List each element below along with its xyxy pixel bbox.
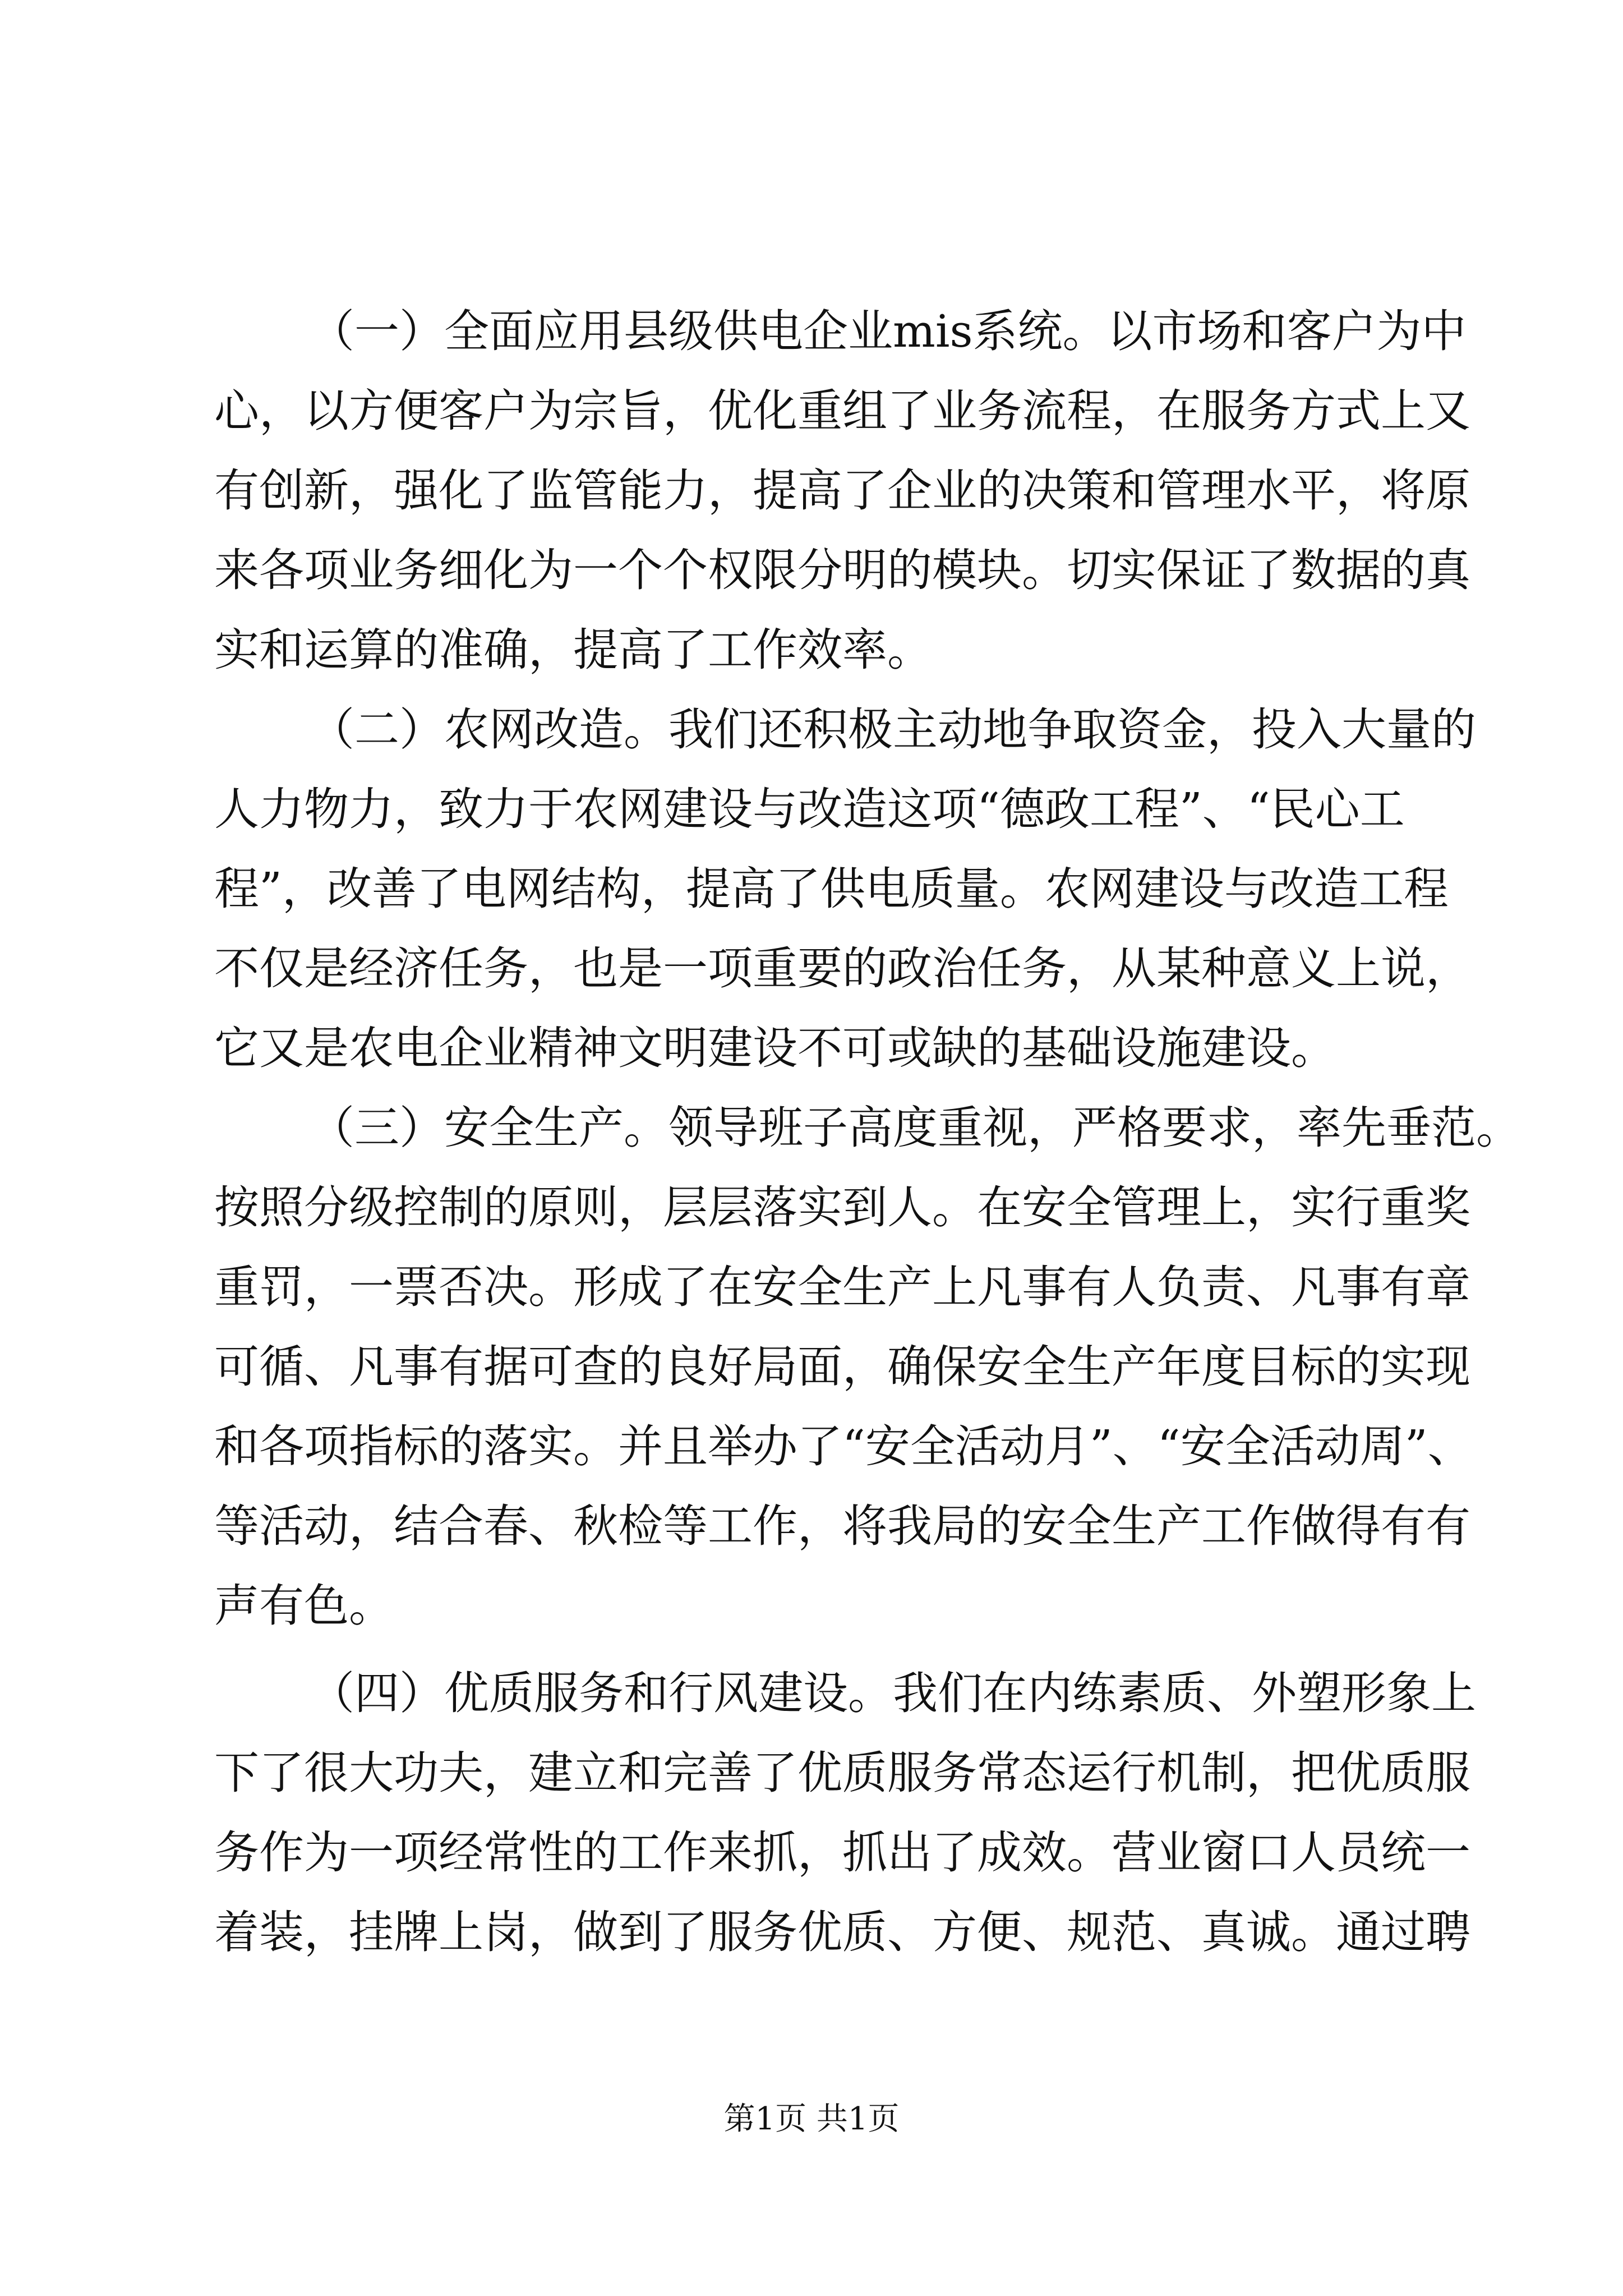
paragraph-line: （四）优质服务和行风建设。我们在内练素质、外塑形象上 xyxy=(310,1667,1476,1719)
paragraph-line: 和各项指标的落实。并且举办了“安全活动月”、“安全活动周”、 xyxy=(214,1420,1473,1473)
paragraph-1 xyxy=(214,292,1470,690)
paragraph-line: 按照分级控制的原则，层层落实到人。在安全管理上，实行重奖 xyxy=(214,1181,1470,1234)
paragraph-2 xyxy=(214,690,1476,1088)
document-body xyxy=(214,292,1521,1972)
paragraph-line: 可循、凡事有据可查的良好局面，确保安全生产年度目标的实现 xyxy=(214,1341,1470,1393)
paragraph-4 xyxy=(214,1654,1476,1972)
paragraph-line: 来各项业务细化为一个个权限分明的模块。切实保证了数据的真 xyxy=(214,544,1470,596)
paragraph-line: （一）全面应用县级供电企业mis系统。以市场和客户为中 xyxy=(310,305,1467,357)
paragraph-line: 程”，改善了电网结构，提高了供电质量。农网建设与改造工程 xyxy=(214,863,1449,915)
paragraph-line: 人力物力，致力于农网建设与改造这项“德政工程”、“民心工 xyxy=(214,783,1405,835)
paragraph-line: 它又是农电企业精神文明建设不可或缺的基础设施建设。 xyxy=(214,1022,1336,1074)
paragraph-line: 实和运算的准确，提高了工作效率。 xyxy=(214,624,932,676)
paragraph-3 xyxy=(214,1088,1521,1646)
paragraph-line: 务作为一项经常性的工作来抓，抓出了成效。营业窗口人员统一 xyxy=(214,1826,1470,1879)
paragraph-line: 声有色。 xyxy=(214,1580,394,1632)
paragraph-line: 有创新，强化了监管能力，提高了企业的决策和管理水平，将原 xyxy=(214,464,1470,517)
page-number-label: 第1页 共1页 xyxy=(723,2101,900,2137)
paragraph-line: 重罚，一票否决。形成了在安全生产上凡事有人负责、凡事有章 xyxy=(214,1261,1470,1313)
paragraph-line: 着装，挂牌上岗，做到了服务优质、方便、规范、真诚。通过聘 xyxy=(214,1906,1470,1958)
paragraph-line: 等活动，结合春、秋检等工作，将我局的安全生产工作做得有有 xyxy=(214,1500,1470,1552)
paragraph-line: （三）安全生产。领导班子高度重视，严格要求，率先垂范。 xyxy=(310,1102,1521,1154)
paragraph-spacer xyxy=(214,1646,1398,1654)
paragraph-line: （二）农网改造。我们还积极主动地争取资金，投入大量的 xyxy=(310,703,1476,756)
paragraph-line: 心，以方便客户为宗旨，优化重组了业务流程，在服务方式上又 xyxy=(214,385,1470,437)
page-footer xyxy=(0,2097,1623,2142)
paragraph-line: 下了很大功夫，建立和完善了优质服务常态运行机制，把优质服 xyxy=(214,1747,1470,1799)
paragraph-line: 不仅是经济任务，也是一项重要的政治任务，从某种意义上说， xyxy=(214,942,1470,995)
